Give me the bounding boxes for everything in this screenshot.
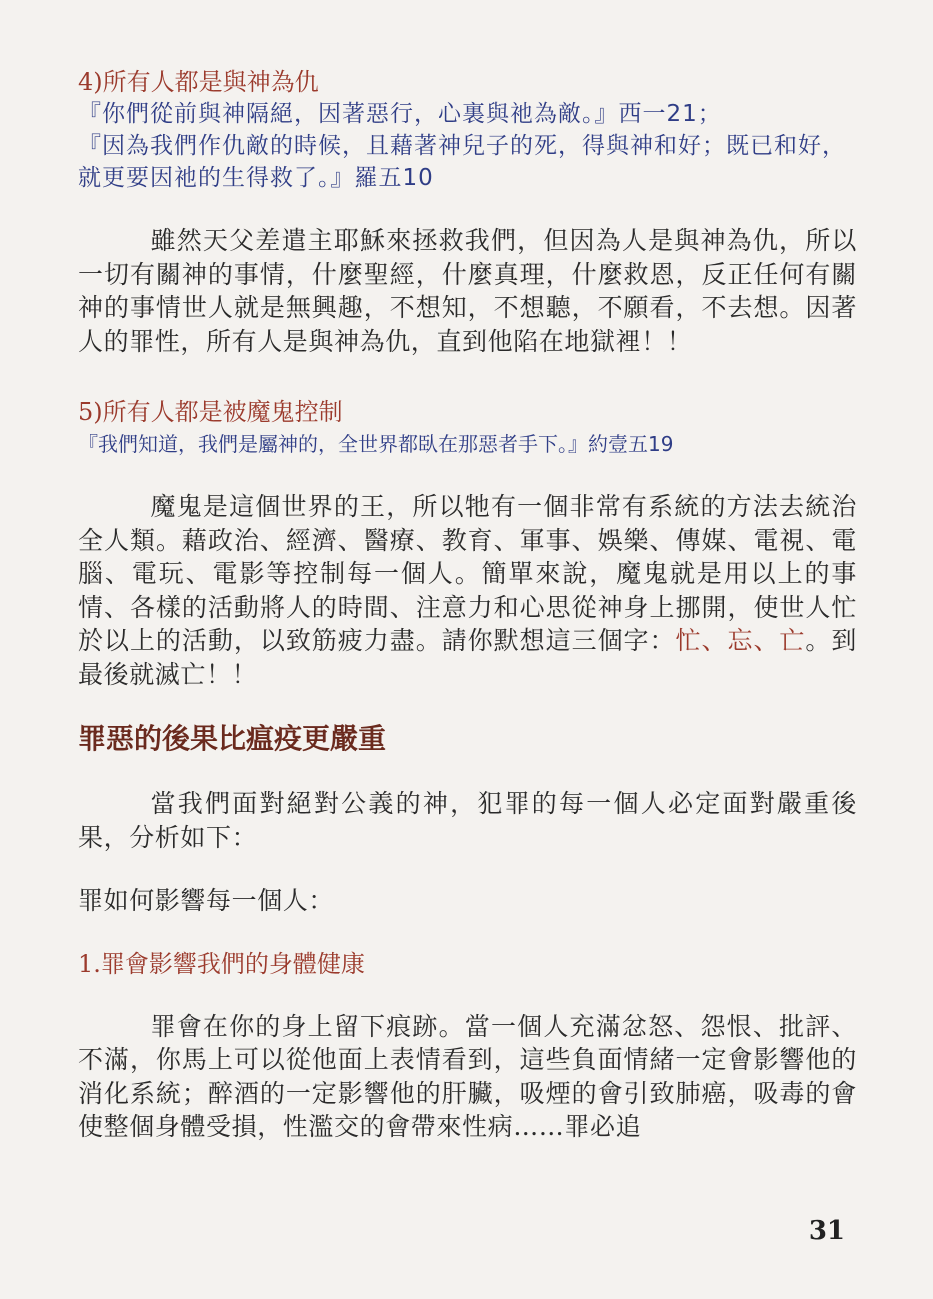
point1-paragraph: 罪會在你的身上留下痕跡。當一個人充滿忿怒、怨恨、批評、不滿，你馬上可以從他面上表情看到，這些負面情緒一定會影響他的消化系統；醉酒的一定影響他的肝臟，吸煙的會引致肺癌，吸毒的會使整個身體受損，性濫交的會帶來性病……罪必追	[78, 1011, 857, 1141]
item5-quote: 『我們知道，我們是屬神的，全世界都臥在那惡者手下。』約壹五19	[78, 432, 674, 456]
section-intro: 當我們面對絕對公義的神，犯罪的每一個人必定面對嚴重後果，分析如下：	[78, 789, 857, 852]
item5-paragraph-main: 魔鬼是這個世界的王，所以牠有一個非常有系統的方法去統治全人類。藉政治、經濟、醫療、教育、軍事、娛樂、傳媒、電視、電腦、電玩、電影等控制每一個人。簡單來說，魔鬼就是用以上的事情、各樣的活動將人的時間、注意力和心思從神身上挪開，使世人忙於以上的活動，以致筋疲力盡。請你默想這三個字：	[78, 492, 857, 655]
item5-paragraph	[78, 490, 857, 691]
item4-quote-2: 『因為我們作仇敵的時候，且藉著神兒子的死，得與神和好；既已和好，就更要因祂的生得救了。』羅五10	[78, 133, 846, 191]
item5-heading: 5)所有人都是被魔鬼控制	[78, 398, 343, 426]
item4-quote-1: 『你們從前與神隔絕，因著惡行，心裏與祂為敵。』西一21；	[78, 101, 722, 127]
point1-heading: 1.罪會影響我們的身體健康	[78, 949, 365, 978]
section-title: 罪惡的後果比瘟疫更嚴重	[78, 722, 387, 755]
item5-paragraph-highlight: 忙、忘、亡	[675, 626, 806, 655]
section-question: 罪如何影響每一個人：	[78, 886, 335, 915]
page-number: 31	[808, 1216, 845, 1246]
item4-paragraph: 雖然天父差遣主耶穌來拯救我們，但因為人是與神為仇，所以一切有關神的事情，什麼聖經，什麼真理，什麼救恩，反正任何有關神的事情世人就是無興趣，不想知，不想聽，不願看，不去想。因著人的罪性，所有人是與神為仇，直到他陷在地獄裡！！	[78, 226, 857, 356]
item5-paragraph-end: 。到最後就滅亡！！	[78, 626, 858, 689]
item4-heading: 4)所有人都是與神為仇	[78, 68, 319, 96]
